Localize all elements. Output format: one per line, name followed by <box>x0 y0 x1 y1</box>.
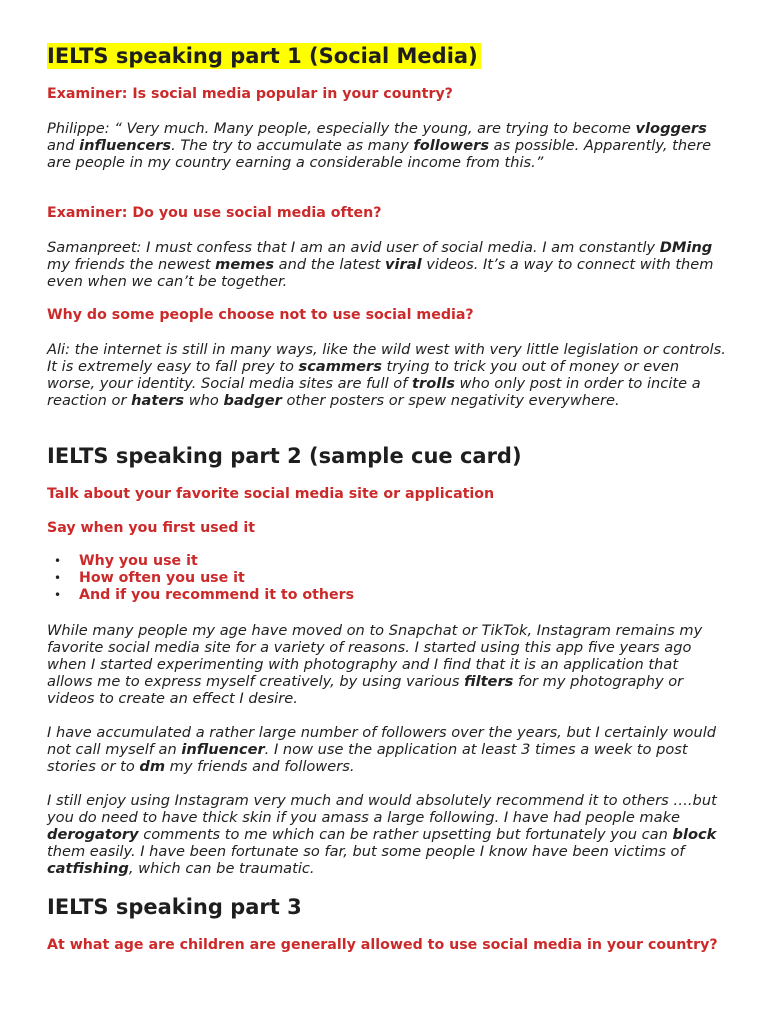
bullet-item <box>47 570 354 587</box>
bullet-item <box>47 587 354 604</box>
vocab-term: catfishing <box>47 860 129 877</box>
part1-question-1: Examiner: Is social media popular in your country? <box>47 86 453 102</box>
vocab-term: influencer <box>181 741 265 758</box>
vocab-term: block <box>672 826 717 843</box>
part1-question-3: Why do some people choose not to use social media? <box>47 307 474 323</box>
part1-title: IELTS speaking part 1 (Social Media) <box>47 43 481 69</box>
vocab-term: influencers <box>79 137 172 154</box>
part2-bullet-list <box>47 553 354 604</box>
vocab-term: haters <box>131 392 185 409</box>
vocab-term: followers <box>413 137 490 154</box>
vocab-term: derogatory <box>47 826 139 843</box>
vocab-term: trolls <box>412 375 455 392</box>
part2-say: Say when you first used it <box>47 520 256 536</box>
vocab-term: viral <box>385 256 422 273</box>
bullet-text: And if you recommend it to others <box>79 587 355 603</box>
part2-cue: Talk about your favorite social media site or application <box>47 486 495 502</box>
vocab-term: DMing <box>659 239 713 256</box>
part3-question-1: At what age are children are generally allowed to use social media in your country? <box>47 937 718 953</box>
vocab-term: badger <box>223 392 282 409</box>
vocab-term: dm <box>139 758 166 775</box>
bullet-text: Why you use it <box>79 553 198 569</box>
vocab-term: filters <box>464 673 514 690</box>
bullet-dot: • <box>54 571 62 585</box>
bullet-item <box>47 553 354 570</box>
part2-paragraph-1: While many people my age have moved on to Snapchat or TikTok, Instagram remains my favorite social media site for a variety of reasons. I started using this app five years ago when I started experimenting with photography and I find that it is an application that allows me to express myself creatively, by using various filters for my photography or videos to create an effect I desire. <box>47 622 703 707</box>
part1-answer-2: Samanpreet: I must confess that I am an avid user of social media. I am constantly DMing my friends the newest memes and the latest viral videos. It’s a way to connect with them even when we can’t be together. <box>47 239 714 290</box>
part3-title: IELTS speaking part 3 <box>47 895 302 919</box>
bullet-text: How often you use it <box>79 570 245 586</box>
part1-answer-1: Philippe: “ Very much. Many people, especially the young, are trying to become vloggers and influencers. The try to accumulate as many followers as possible. Apparently, there are people in my country earning a considerable income from this.” <box>47 120 712 171</box>
vocab-term: vloggers <box>635 120 707 137</box>
vocab-term: scammers <box>298 358 382 375</box>
vocab-term: memes <box>215 256 275 273</box>
part2-title: IELTS speaking part 2 (sample cue card) <box>47 444 522 468</box>
part1-question-2: Examiner: Do you use social media often? <box>47 205 382 221</box>
bullet-dot: • <box>54 554 62 568</box>
bullet-dot: • <box>54 588 62 602</box>
part2-paragraph-2: I have accumulated a rather large number of followers over the years, but I certainly would not call myself an influencer. I now use the application at least 3 times a week to post stories or to dm my friends and followers. <box>47 724 717 775</box>
part1-answer-3: Ali: the internet is still in many ways, like the wild west with very little legislation or controls. It is extremely easy to fall prey to scammers trying to trick you out of money or even worse, your identity. Social media sites are full of trolls who only post in order to incite a reaction or haters who badger other posters or spew negativity everywhere. <box>47 341 726 409</box>
part2-paragraph-3: I still enjoy using Instagram very much and would absolutely recommend it to others ….but you do need to have thick skin if you amass a large following. I have had people make derogatory comments to me which can be rather upsetting but fortunately you can block them easily. I have been fortunate so far, but some people I know have been victims of catfishing, which can be traumatic. <box>47 792 717 877</box>
